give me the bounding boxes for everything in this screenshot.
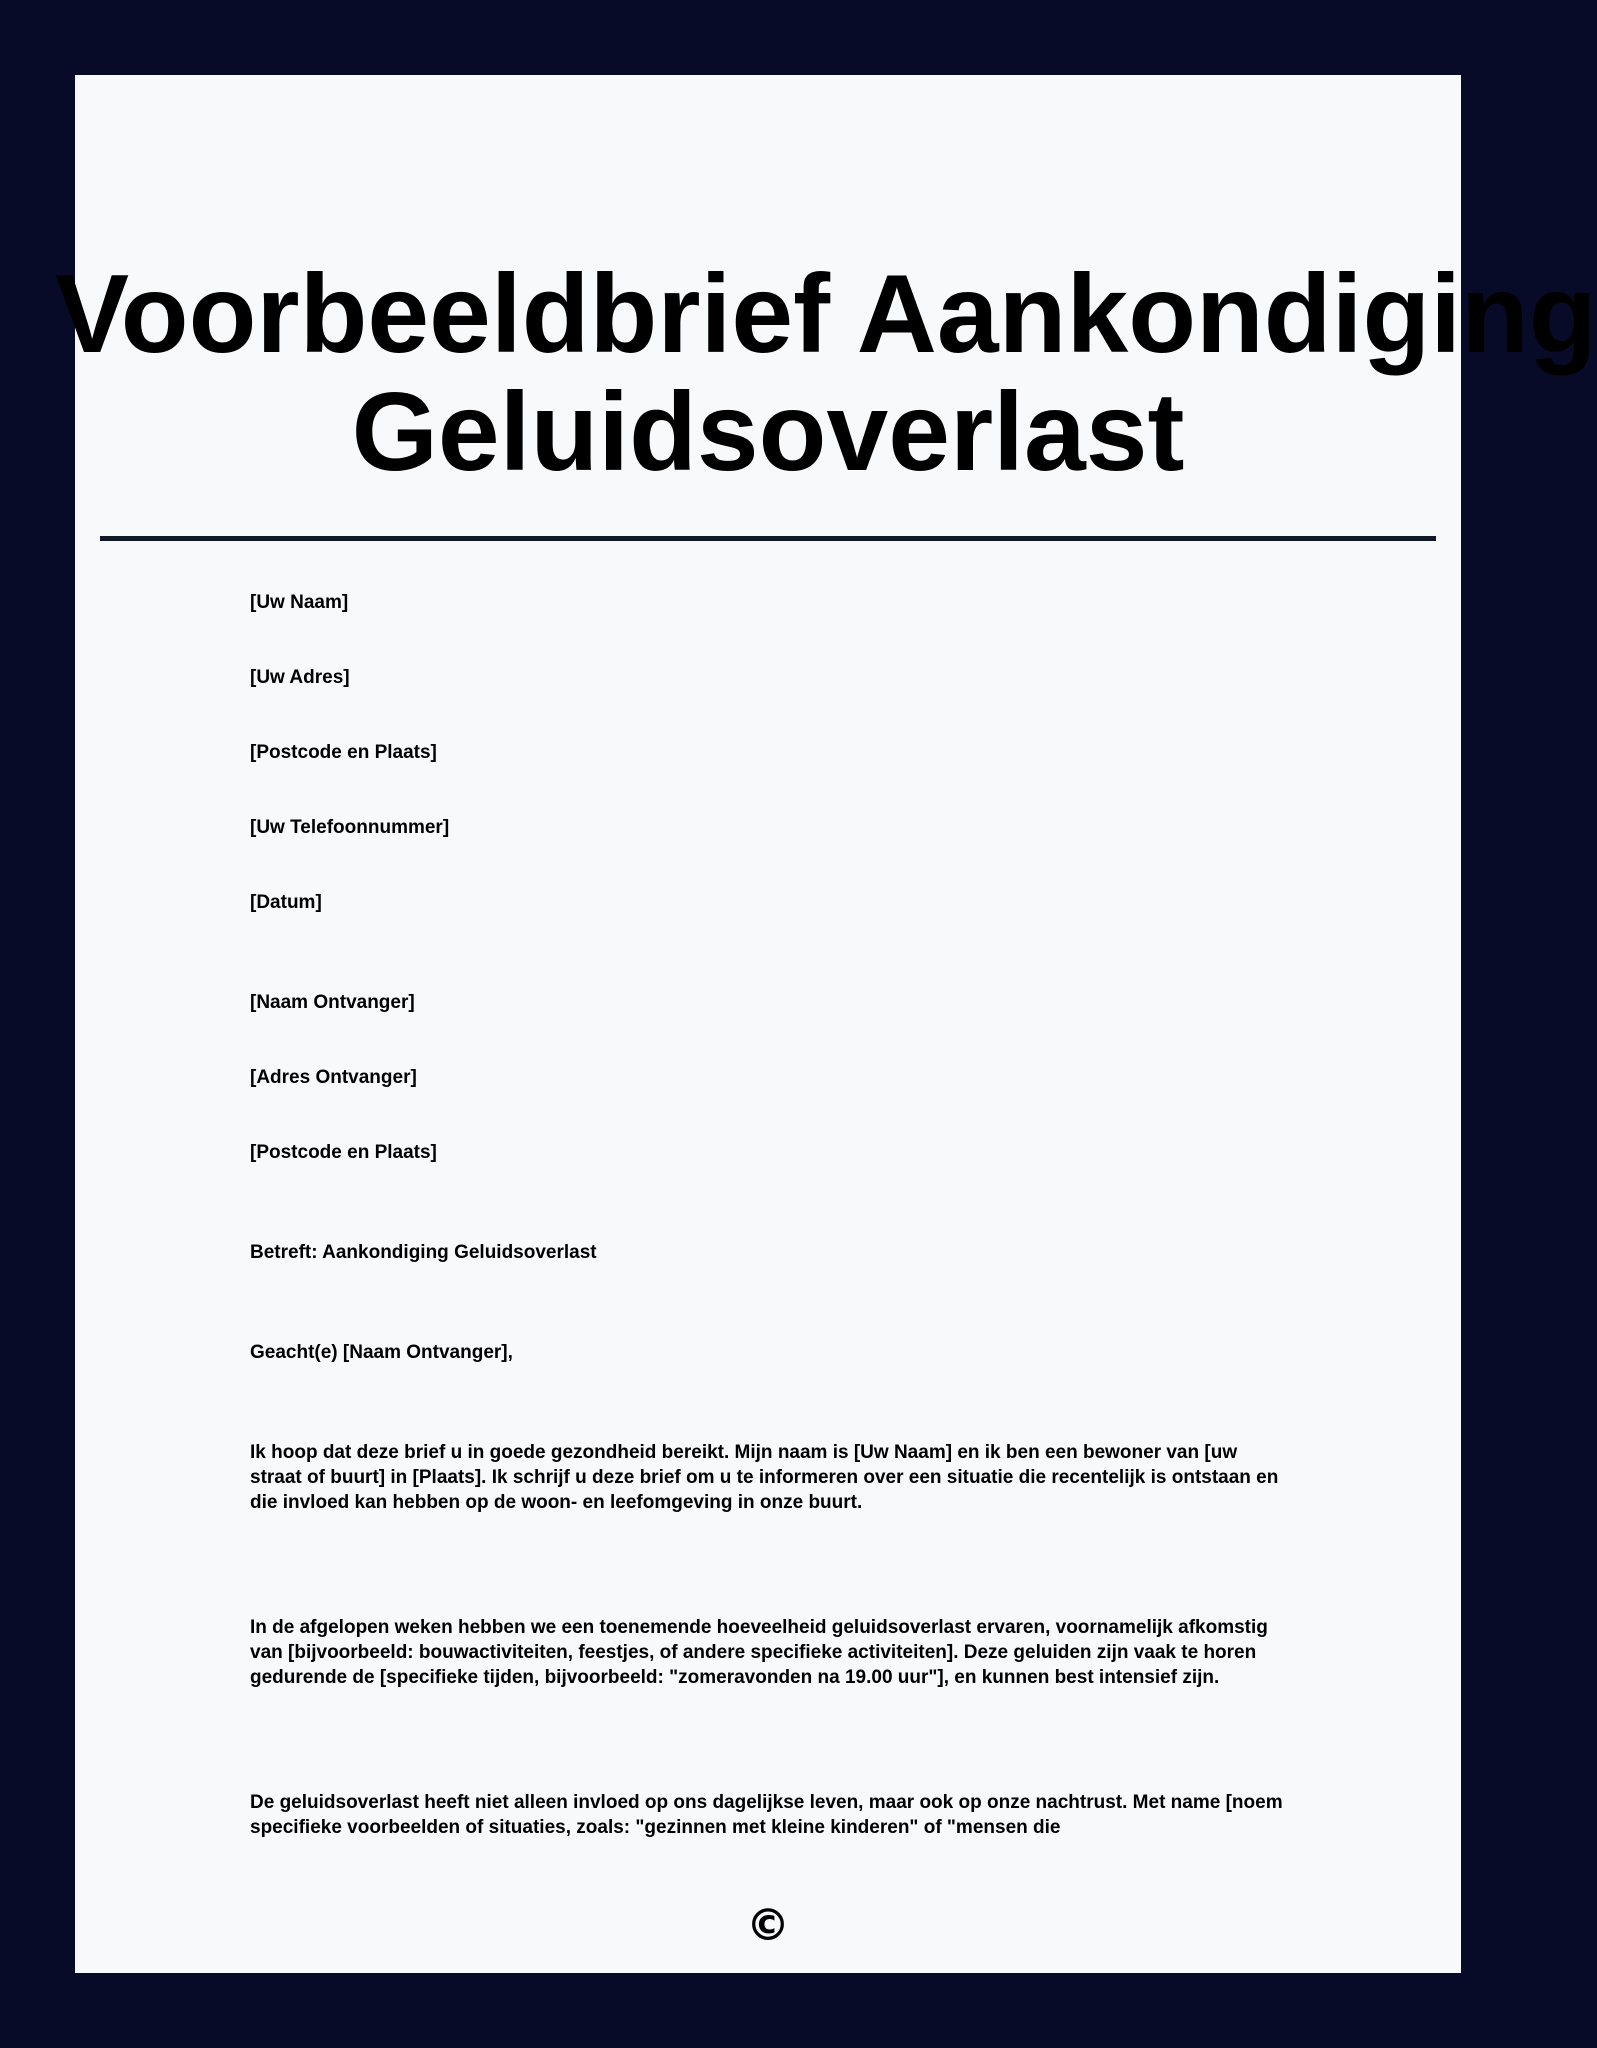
sender-name: [Uw Naam] [250, 592, 349, 613]
recipient-address: [Adres Ontvanger] [250, 1067, 417, 1088]
title-line-2: Geluidsoverlast [351, 370, 1185, 494]
copyright-symbol: © [746, 1900, 790, 1951]
body-paragraph: Ik hoop dat deze brief u in goede gezondheid bereikt. Mijn naam is [Uw Naam] en ik ben een bewoner van [uw straat of buurt] in [Plaats]. Ik schrijf u deze brief om u te informeren over een situatie die recentelijk is ontstaan en die invloed kan hebben op de woon- en leefomgeving in onze buurt. [250, 1442, 1279, 1513]
salutation: Geacht(e) [Naam Ontvanger], [250, 1342, 513, 1363]
sender-address: [Uw Adres] [250, 667, 350, 688]
page-title [55, 252, 1597, 494]
title-line-1: Voorbeeldbrief Aankondiging [55, 252, 1597, 376]
body-paragraph: In de afgelopen weken hebben we een toenemende hoeveelheid geluidsoverlast ervaren, voornamelijk afkomstig van [bijvoorbeeld: bouwactiviteiten, feestjes, of andere specifieke activiteiten]. Deze geluiden zijn vaak te horen gedurende de [specifieke tijden, bijvoorbeeld: "zomeravonden na 19.00 uur"], en kunnen best intensief zijn. [250, 1617, 1268, 1688]
body-paragraph: De geluidsoverlast heeft niet alleen invloed op ons dagelijkse leven, maar ook op onze nachtrust. Met name [noem specifieke voorbeelden of situaties, zoals: "gezinnen met kleine kinderen" of "mensen die [250, 1792, 1283, 1838]
title-divider [100, 536, 1436, 541]
subject-line: Betreft: Aankondiging Geluidsoverlast [250, 1242, 597, 1263]
sender-postal-city: [Postcode en Plaats] [250, 742, 437, 763]
letter-date: [Datum] [250, 892, 322, 913]
recipient-postal-city: [Postcode en Plaats] [250, 1142, 437, 1163]
document-page [55, 75, 1597, 1973]
recipient-name: [Naam Ontvanger] [250, 992, 415, 1013]
sender-phone: [Uw Telefoonnummer] [250, 817, 450, 838]
